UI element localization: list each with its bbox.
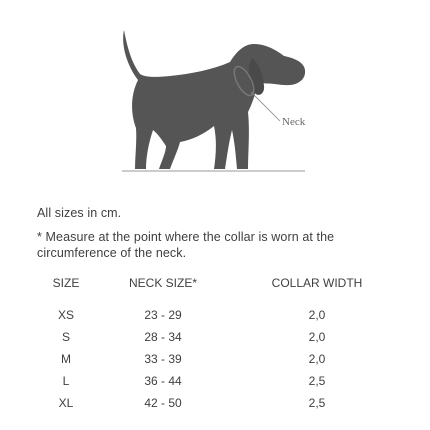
neck-cell: 23 - 29 [144,308,182,322]
neck-cell: 36 - 44 [144,374,182,388]
size-cell: S [61,330,71,344]
width-cell: 2,5 [308,396,326,410]
header-neck-size: NECK SIZE* [128,276,198,290]
width-cell: 2,5 [308,374,326,388]
neck-cell: 33 - 39 [144,352,182,366]
size-table [0,276,430,418]
table-row [0,330,430,352]
size-cell: M [61,352,71,366]
measure-note: * Measure at the point where the collar is worn at the circumference of the neck. [37,230,335,260]
width-cell: 2,0 [308,330,326,344]
size-cell: L [62,374,70,388]
dog-silhouette [123,30,305,169]
table-header [0,276,430,308]
table-row [0,352,430,374]
neck-label: Neck [282,116,306,128]
units-note: All sizes in cm. [37,206,122,220]
dog-silhouette-icon [0,0,430,190]
table-row [0,374,430,396]
neck-cell: 42 - 50 [144,396,182,410]
size-cell: XS [57,308,75,322]
table-row [0,396,430,418]
header-collar-width: COLLAR WIDTH [271,276,363,290]
width-cell: 2,0 [308,352,326,366]
neck-cell: 28 - 34 [144,330,182,344]
neck-leader-line [251,92,280,121]
header-size: SIZE [52,276,80,290]
width-cell: 2,0 [308,308,326,322]
size-cell: XL [58,396,74,410]
table-row [0,308,430,330]
